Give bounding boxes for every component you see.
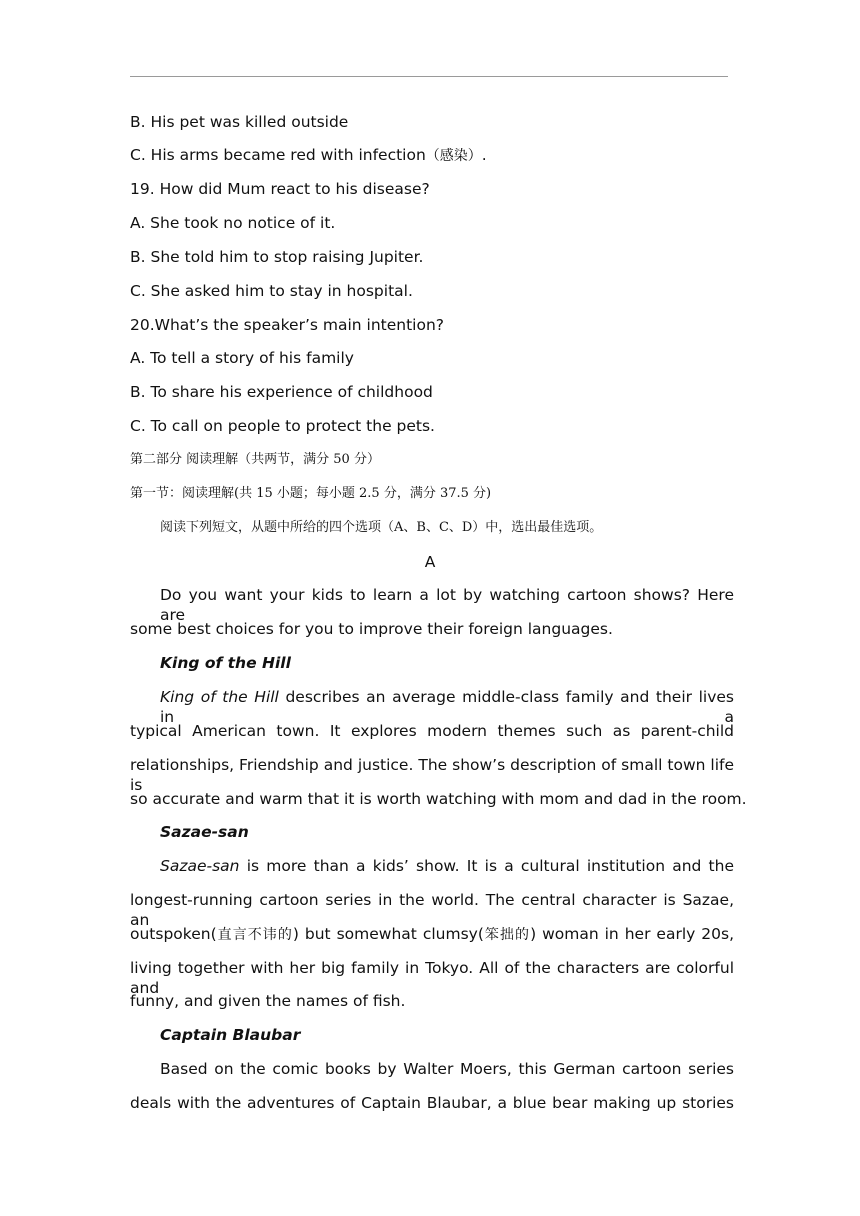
show2-inline-title: Sazae-san <box>160 857 240 875</box>
gloss-clumsy: 笨拙的 <box>483 927 531 943</box>
option-20a: A. To tell a story of his family <box>130 349 354 367</box>
option-20b: B. To share his experience of childhood <box>130 383 433 401</box>
show1-line-4: so accurate and warm that it is worth watching with mom and dad in the room. <box>130 790 747 808</box>
show1-line-2: typical American town. It explores modern themes such as parent-child <box>130 722 734 740</box>
show3-line-2: deals with the adventures of Captain Blaubar, a blue bear making up stories <box>130 1094 734 1112</box>
option-19a: A. She took no notice of it. <box>130 214 336 232</box>
show2-line-1-rest: is more than a kids’ show. It is a cultural institution and the <box>239 857 734 875</box>
show3-line-1: Based on the comic books by Walter Moers, this German cartoon series <box>160 1060 734 1078</box>
show2-line-3-a: outspoken( <box>130 925 217 943</box>
option-19c: C. She asked him to stay in hospital. <box>130 282 413 300</box>
show2-line-1 <box>160 856 734 876</box>
show1-line-1-rest: describes an average middle-class family and their lives in a <box>160 688 734 726</box>
question-19: 19. How did Mum react to his disease? <box>130 180 430 198</box>
intro-line-1: Do you want your kids to learn a lot by watching cartoon shows? Here are <box>160 586 734 624</box>
option-19b: B. She told him to stop raising Jupiter. <box>130 248 424 266</box>
header-rule <box>130 76 728 77</box>
show2-line-4: living together with her big family in Tokyo. All of the characters are colorful and <box>130 959 734 997</box>
show1-inline-title: King of the Hill <box>160 688 279 706</box>
option-18b: B. His pet was killed outside <box>130 113 349 131</box>
show-title-captain-blaubar: Captain Blaubar <box>160 1026 301 1044</box>
option-18c-gloss: （感染） <box>425 148 482 164</box>
show2-line-3-c: ) woman in her early 20s, <box>530 925 735 943</box>
show1-line-3: relationships, Friendship and justice. The show’s description of small town life is <box>130 756 734 794</box>
option-18c-text: C. His arms became red with infection <box>130 146 426 164</box>
option-18c-end: . <box>481 146 487 164</box>
part-two-heading: 第二部分 阅读理解（共两节，满分 50 分） <box>130 452 380 467</box>
option-20c: C. To call on people to protect the pets. <box>130 417 435 435</box>
show2-line-5: funny, and given the names of fish. <box>130 992 406 1010</box>
show-title-sazae-san: Sazae-san <box>160 823 249 841</box>
section-one-heading: 第一节：阅读理解(共 15 小题；每小题 2.5 分，满分 37.5 分) <box>130 486 492 501</box>
show2-line-2: longest-running cartoon series in the world. The central character is Sazae, an <box>130 891 734 929</box>
show2-line-3-b: ) but somewhat clumsy( <box>292 925 484 943</box>
reading-instruction: 阅读下列短文，从题中所给的四个选项（A、B、C、D）中，选出最佳选项。 <box>160 520 603 535</box>
gloss-outspoken: 直言不讳的 <box>216 927 293 943</box>
passage-letter: A <box>424 553 436 571</box>
show2-line-3 <box>130 924 734 945</box>
intro-line-2: some best choices for you to improve their foreign languages. <box>130 620 613 638</box>
question-20: 20.What’s the speaker’s main intention? <box>130 316 445 334</box>
show-title-king-of-the-hill: King of the Hill <box>160 654 291 672</box>
option-18c <box>130 145 734 166</box>
